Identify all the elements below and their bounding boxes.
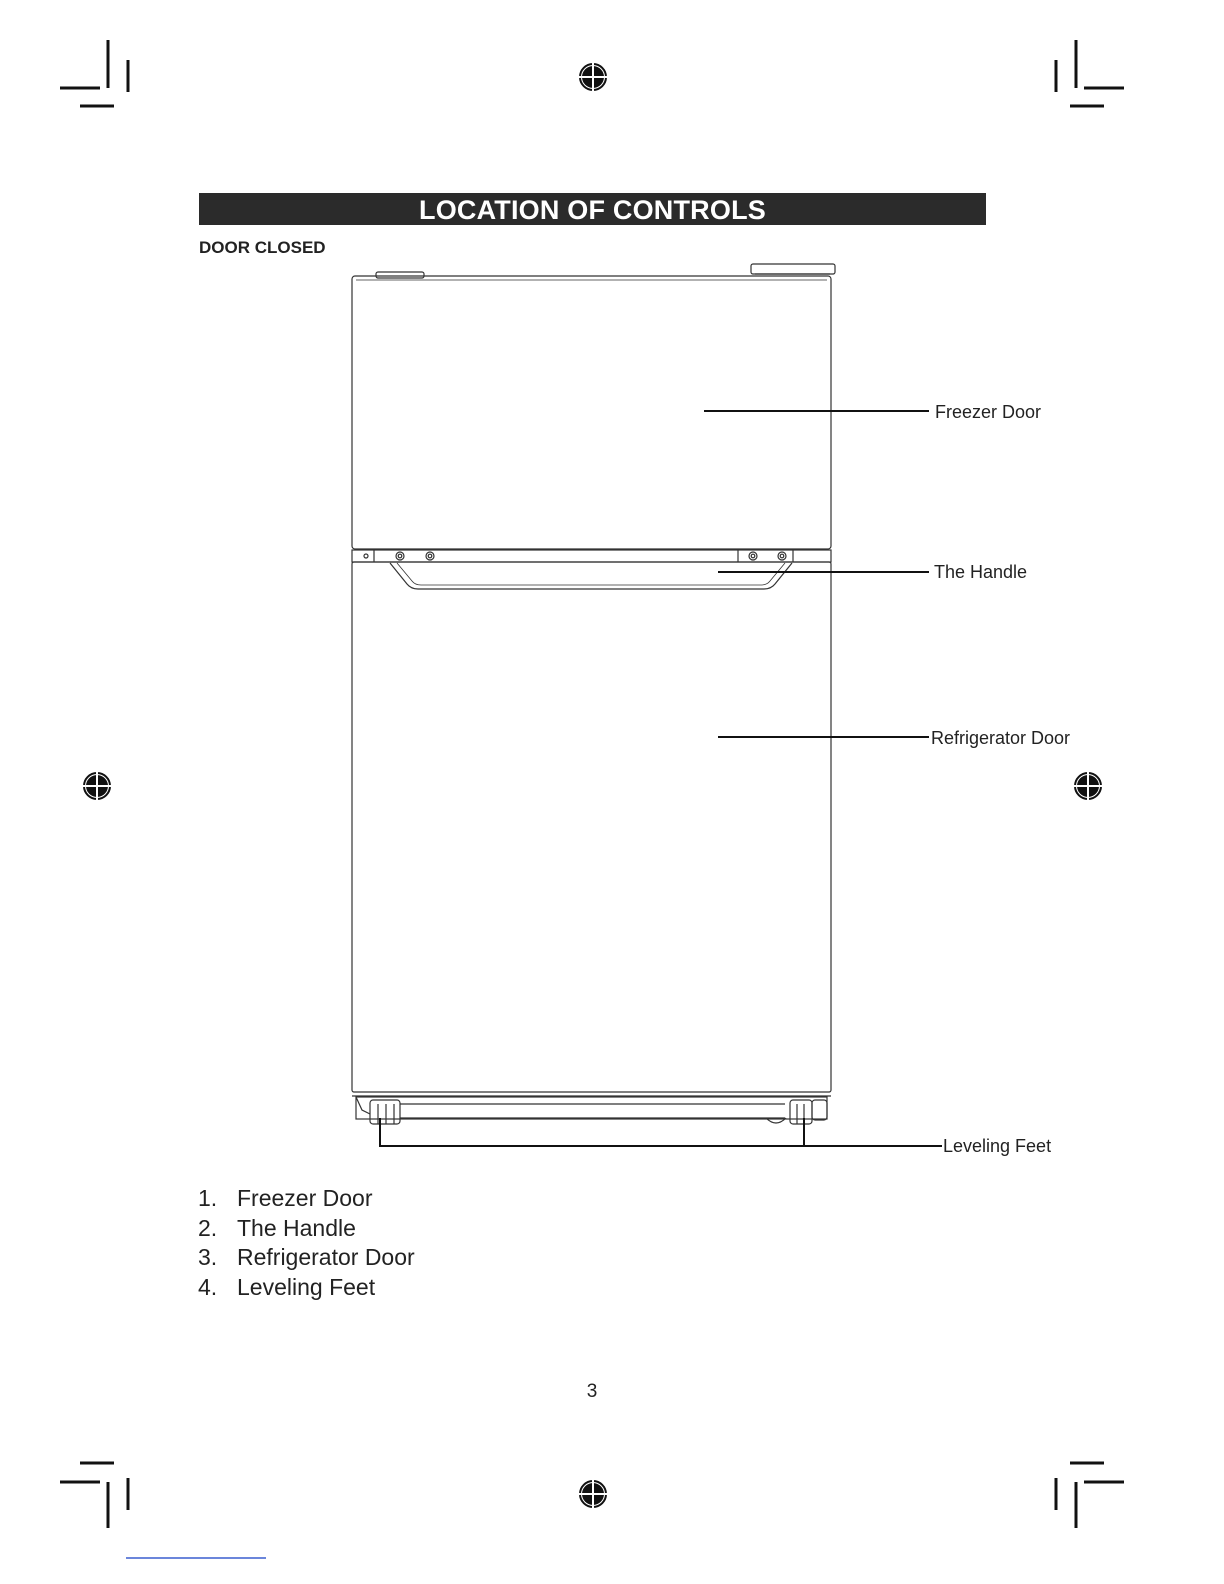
leveling-feet-callout: Leveling Feet bbox=[943, 1136, 1052, 1156]
crop-marks bbox=[60, 40, 1124, 1528]
legend-number: 2. bbox=[198, 1214, 218, 1241]
leveling-feet-leader bbox=[380, 1118, 942, 1146]
legend-item bbox=[198, 1243, 415, 1273]
registration-mark-right bbox=[1073, 771, 1103, 801]
handle-callout: The Handle bbox=[934, 562, 1028, 582]
legend-item bbox=[198, 1214, 415, 1244]
legend-number: 1. bbox=[198, 1185, 218, 1211]
parts-legend bbox=[198, 1184, 415, 1302]
freezer-door-callout: Freezer Door bbox=[935, 402, 1042, 422]
refrigerator-door-callout: Refrigerator Door bbox=[931, 728, 1071, 748]
legend-number: 3. bbox=[198, 1244, 218, 1270]
freezer-door-outline bbox=[352, 276, 831, 549]
registration-mark-bottom bbox=[578, 1479, 608, 1509]
section-title: LOCATION OF CONTROLS bbox=[199, 193, 986, 225]
legend-number: 4. bbox=[198, 1273, 218, 1300]
registration-mark-left bbox=[82, 771, 112, 801]
refrigerator-door-outline bbox=[352, 562, 831, 1092]
legend-item bbox=[198, 1184, 415, 1214]
door-closed-subheading: DOOR CLOSED bbox=[199, 238, 326, 257]
legend-label: Refrigerator Door bbox=[237, 1244, 415, 1270]
refrigerator-drawing bbox=[352, 264, 835, 1124]
legend-label: Freezer Door bbox=[237, 1185, 373, 1211]
callout-leaders bbox=[380, 411, 942, 1146]
registration-mark-top bbox=[578, 62, 608, 92]
legend-label: The Handle bbox=[237, 1214, 356, 1241]
legend-label: Leveling Feet bbox=[237, 1273, 376, 1300]
legend-item bbox=[198, 1273, 415, 1303]
page-number: 3 bbox=[586, 1381, 598, 1402]
